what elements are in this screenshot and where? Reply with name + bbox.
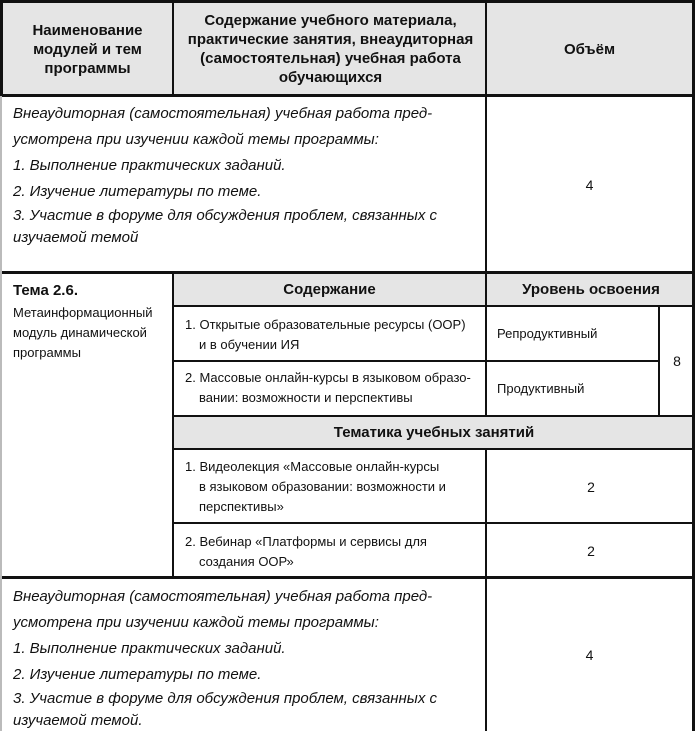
content-item: [185, 368, 485, 408]
self-work-item-continued: изучаемой темой.: [13, 712, 143, 729]
lesson-volume: [487, 450, 695, 523]
level-header: [487, 273, 695, 306]
self-work-item: 1. Выполнение практических заданий.: [13, 640, 286, 657]
header-content: [178, 4, 483, 94]
self-work-item: 3. Участие в форуме для обсуждения проблем, связанных с: [13, 207, 438, 224]
table-border-top: [0, 0, 695, 3]
content-header: [173, 273, 486, 306]
lesson-item: [185, 532, 485, 572]
header-content-text: Содержание учебного материала, практические занятия, внеаудиторная (самостоятельная) учебная работа обучающихся: [187, 12, 474, 86]
content-item-line: 1. Открытые образовательные ресурсы (ООР): [185, 317, 466, 332]
self-work-bottom-volume: [488, 578, 691, 731]
header-volume: [488, 4, 691, 94]
content-volume: [659, 307, 695, 415]
lesson-line: 1. Видеолекция «Массовые онлайн-курсы: [185, 459, 440, 474]
content-item-line: и в обучении ИЯ: [199, 337, 300, 352]
rule: [173, 360, 659, 362]
lessons-header: [173, 416, 695, 449]
rule: [0, 271, 695, 274]
lesson-line: создания ООР»: [199, 554, 294, 569]
self-work-intro-line: усмотрена при изучении каждой темы программы:: [13, 614, 379, 631]
level-text: Репродуктивный: [497, 325, 598, 341]
level-value: [497, 307, 657, 360]
content-item-line: 2. Массовые онлайн-курсы в языковом образо-: [185, 370, 471, 385]
content-item: [185, 315, 485, 355]
self-work-bottom: [13, 584, 483, 732]
self-work-item-continued: изучаемой темой: [13, 229, 139, 246]
self-work-top-volume: [488, 96, 691, 273]
self-work-intro-line: усмотрена при изучении каждой темы программы:: [13, 131, 379, 148]
self-work-item: 3. Участие в форуме для обсуждения проблем, связанных с: [13, 690, 438, 707]
content-item-line: вании: возможности и перспективы: [199, 390, 413, 405]
rule: [658, 306, 660, 416]
self-work-item: 2. Изучение литературы по теме.: [13, 183, 262, 200]
rule: [173, 305, 695, 307]
lesson-volume: [487, 524, 695, 577]
rule: [485, 0, 487, 96]
rule: [173, 415, 695, 417]
header-module-names: [4, 4, 171, 94]
rule: [485, 273, 487, 416]
rule: [172, 0, 174, 96]
rule: [172, 273, 174, 578]
lesson-item: [185, 457, 485, 517]
lesson-line: в языковом образовании: возможности и: [199, 479, 446, 494]
rule: [485, 578, 487, 731]
topic-title: Тема 2.6.: [13, 282, 78, 299]
lessons-header-text: Тематика учебных занятий: [333, 424, 535, 441]
level-header-text: Уровень освоения: [522, 281, 660, 298]
level-text: Продуктивный: [497, 380, 585, 396]
content-header-text: Содержание: [283, 281, 376, 298]
rule: [485, 449, 487, 578]
table-border-left: [0, 0, 3, 96]
volume-value: 2: [587, 478, 595, 495]
table-border-left: [0, 96, 2, 731]
self-work-intro-line: Внеаудиторная (самостоятельная) учебная работа пред-: [13, 105, 433, 122]
self-work-item: 2. Изучение литературы по теме.: [13, 666, 262, 683]
rule: [0, 576, 695, 579]
lesson-line: 2. Вебинар «Платформы и сервисы для: [185, 534, 427, 549]
header-module-names-text: Наименование модулей и тем программы: [32, 21, 143, 77]
lesson-line: перспективы»: [199, 499, 284, 514]
volume-value: 2: [587, 542, 595, 559]
topic-cell: [13, 281, 168, 363]
rule: [173, 522, 695, 524]
self-work-top: [13, 101, 483, 249]
rule: [485, 96, 487, 273]
volume-value: 4: [585, 646, 594, 663]
level-value: [497, 362, 657, 415]
volume-value: 8: [673, 353, 681, 369]
header-volume-text: Объём: [563, 40, 616, 58]
self-work-item: 1. Выполнение практических заданий.: [13, 157, 286, 174]
volume-value: 4: [585, 176, 594, 193]
self-work-intro-line: Внеаудиторная (самостоятельная) учебная работа пред-: [13, 588, 433, 605]
topic-name: Метаинформационный модуль динамической программы: [13, 305, 153, 360]
rule: [0, 94, 695, 97]
rule: [173, 448, 695, 450]
